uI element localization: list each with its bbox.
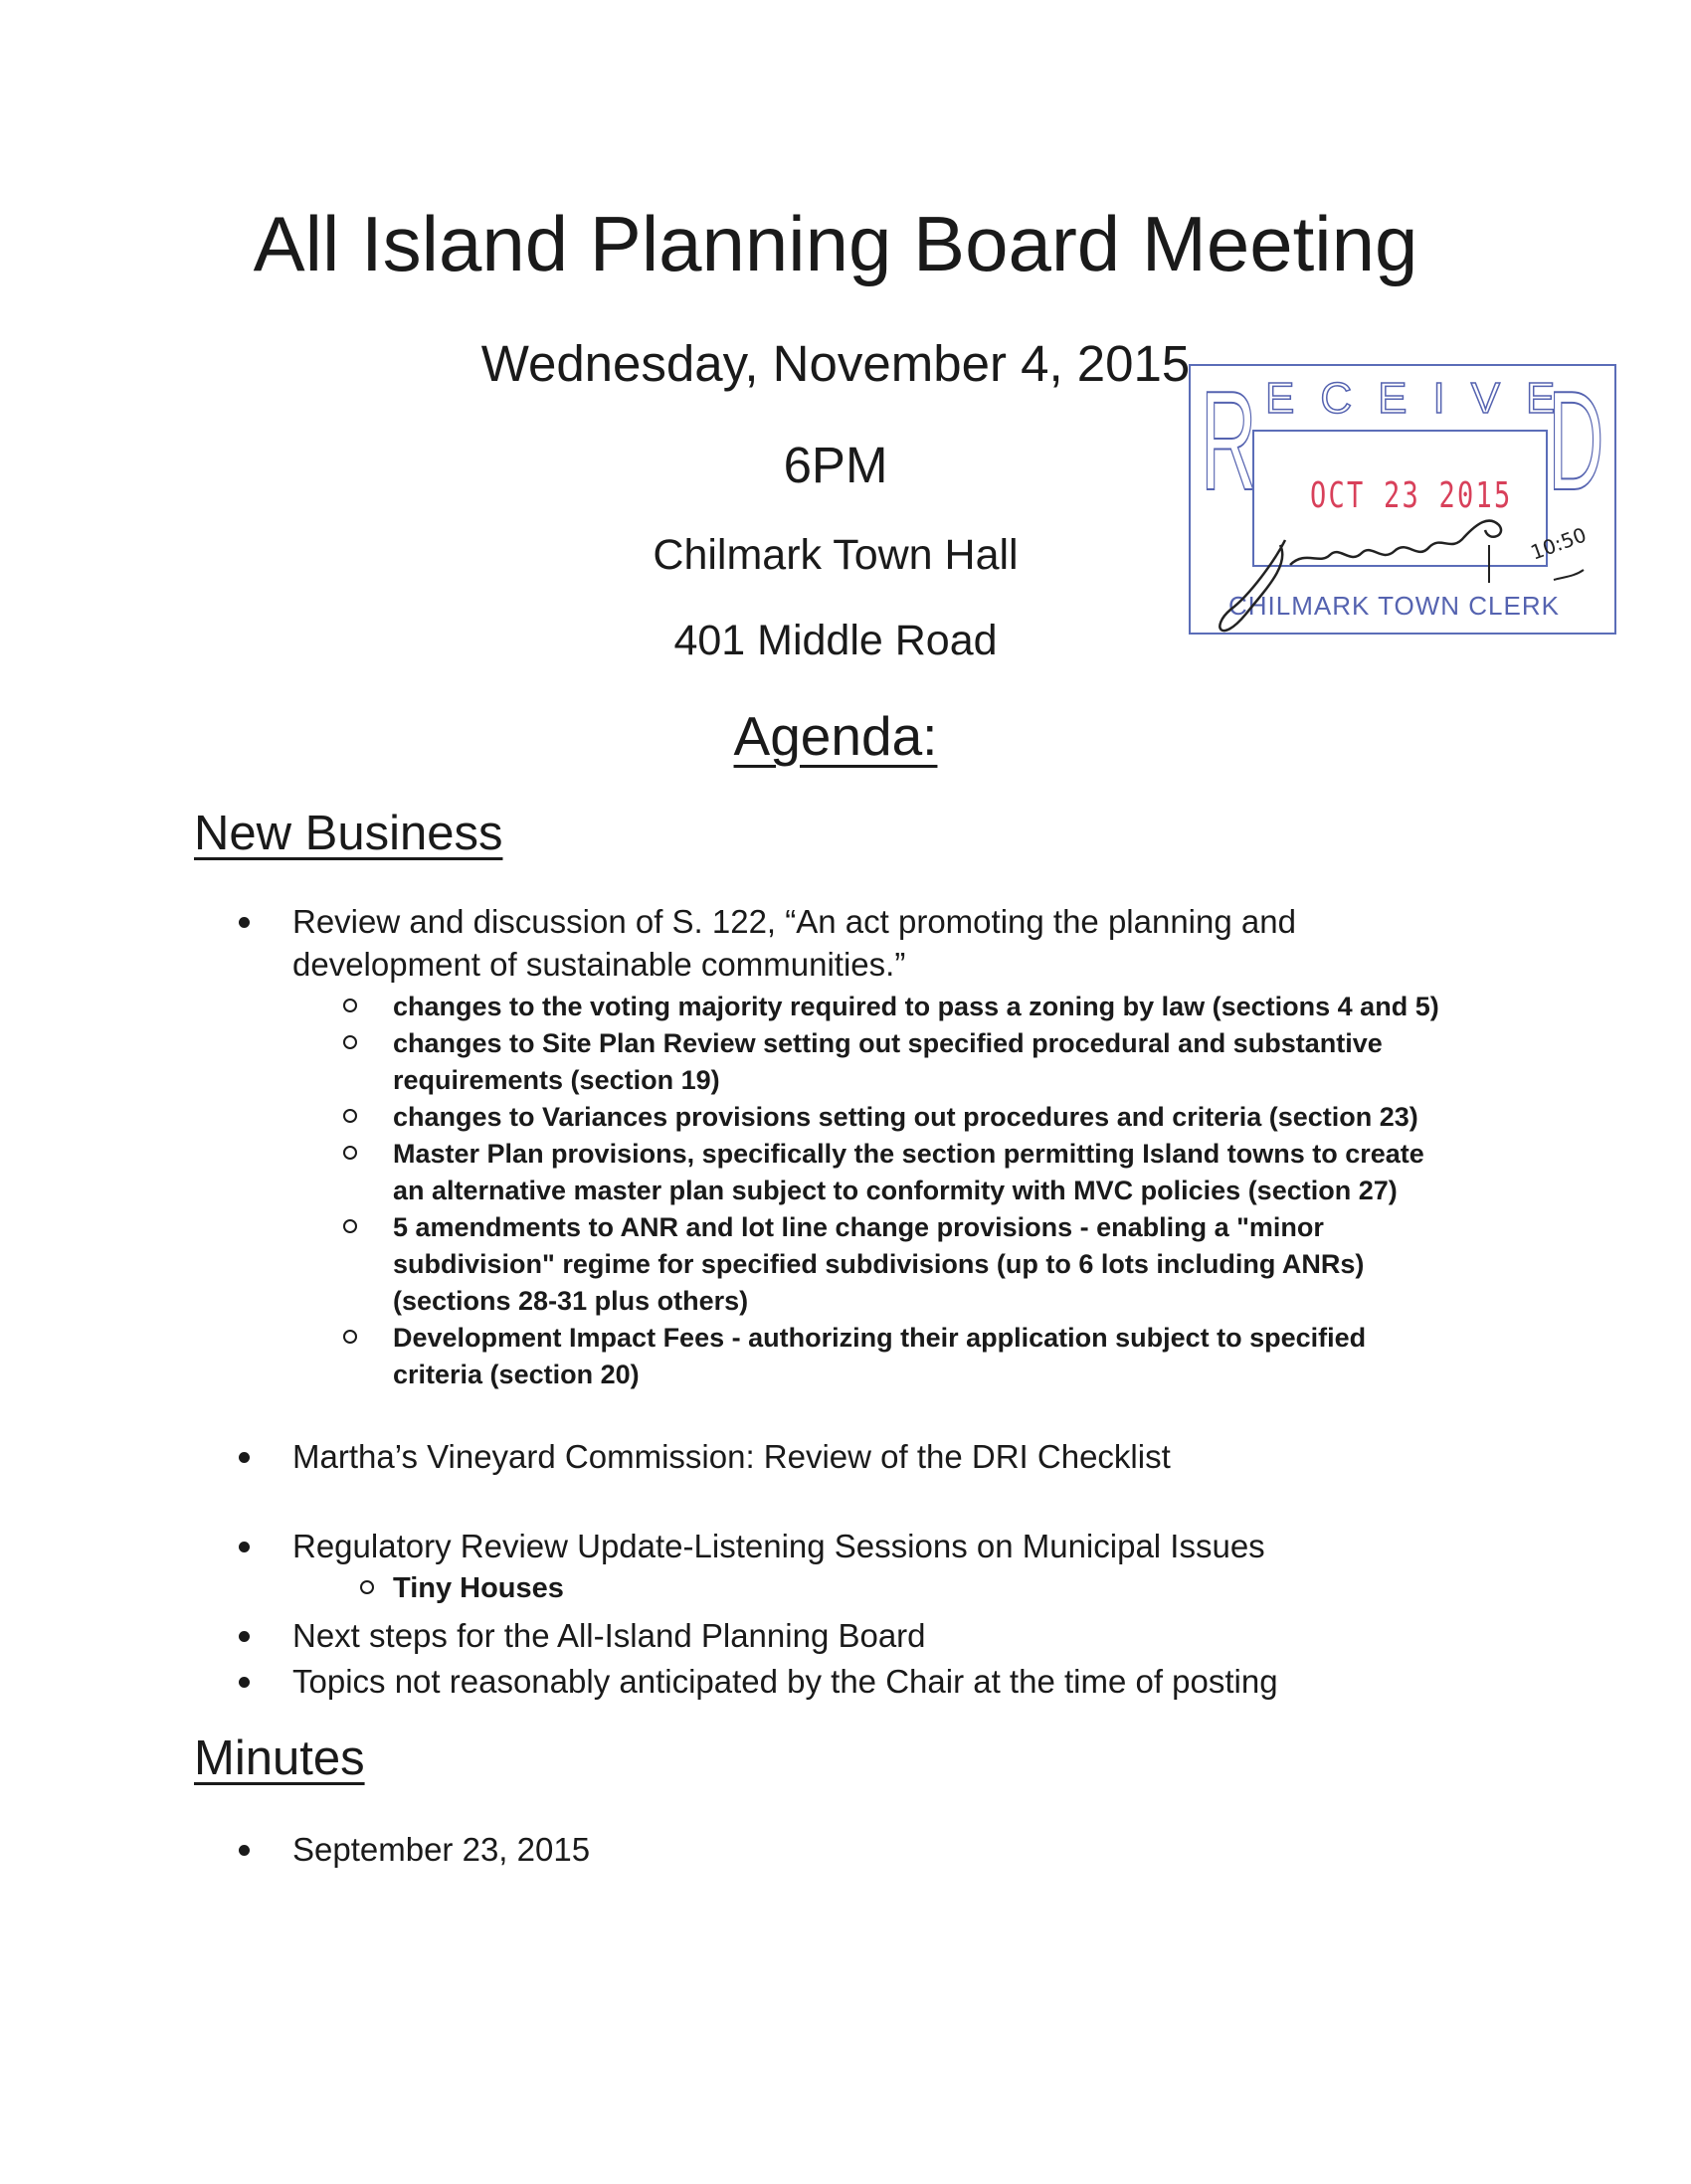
signature-icon	[1191, 366, 1618, 637]
circle-bullet-icon	[343, 1035, 357, 1049]
bullet-icon	[239, 1845, 250, 1856]
meeting-address: 401 Middle Road	[673, 617, 998, 664]
bullet-icon	[239, 1677, 250, 1688]
stamp-letter-r: R	[1201, 362, 1257, 520]
bullet-icon	[239, 1542, 250, 1552]
meeting-date: Wednesday, November 4, 2015	[480, 335, 1191, 392]
stamp-letter-d: D	[1548, 362, 1604, 520]
document-title: All Island Planning Board Meeting	[253, 200, 1418, 287]
circle-bullet-icon	[343, 1219, 357, 1233]
bullet-icon	[239, 917, 250, 928]
bullet-icon	[239, 1452, 250, 1463]
circle-bullet-icon	[343, 1330, 357, 1344]
circle-bullet-icon	[343, 999, 357, 1012]
stamp-date: OCT 23 2015	[1310, 475, 1513, 516]
stamp-eceive: ECEIVE	[1265, 374, 1582, 423]
circle-bullet-icon	[343, 1146, 357, 1160]
stamp-handwritten-time: 10:50	[1527, 522, 1590, 565]
bullet-icon	[239, 1631, 250, 1642]
minutes-heading: Minutes	[194, 1731, 365, 1785]
meeting-time: 6PM	[783, 437, 888, 493]
meeting-place: Chilmark Town Hall	[653, 531, 1019, 579]
stamp-clerk: CHILMARK TOWN CLERK	[1228, 591, 1560, 621]
received-stamp	[1189, 364, 1616, 635]
circle-bullet-icon	[360, 1580, 374, 1594]
agenda-document: All Island Planning Board Meeting Wednesday, November 4, 2015 6PM Chilmark Town Hall 401 Middle Road Agenda: R ECEIVE D OCT 23 2015 CHILMARK TOWN CLERK 10:50 New Business Review and discussion of S. 122, “An act promoting the planning and development of sustainable communities.” changes to the voting majority required to pass a zoning by law (sections 4 and 5) changes to Site Plan Review setting out specified procedural and substantive requirements (section 19) changes to Variances provisions setting out procedures and criteria (section 23) Master Plan provisions, specifically the section permitting Island towns to create an alternative master plan subject to conformity with MVC policies (section 27) 5 amendments to ANR and lot line change provisions - enabling a "minor subdivision" regime for specified subdivisions (up to 6 lots including ANRs) (sections 28-31 plus others) Development Impact Fees - authorizing their application subject to specified criteria (section 20) Martha’s Vineyard Commission: Review of the DRI Checklist Regulatory Review Update-Listening Sessions on Municipal Issues Tiny Houses Next steps for the All-Island Planning Board Topics not reasonably anticipated by the Chair at the time of posting Minutes September 23, 2015	[0, 0, 1691, 2184]
agenda-heading: Agenda:	[733, 705, 938, 767]
circle-bullet-icon	[343, 1109, 357, 1123]
new-business-heading: New Business	[194, 807, 503, 860]
